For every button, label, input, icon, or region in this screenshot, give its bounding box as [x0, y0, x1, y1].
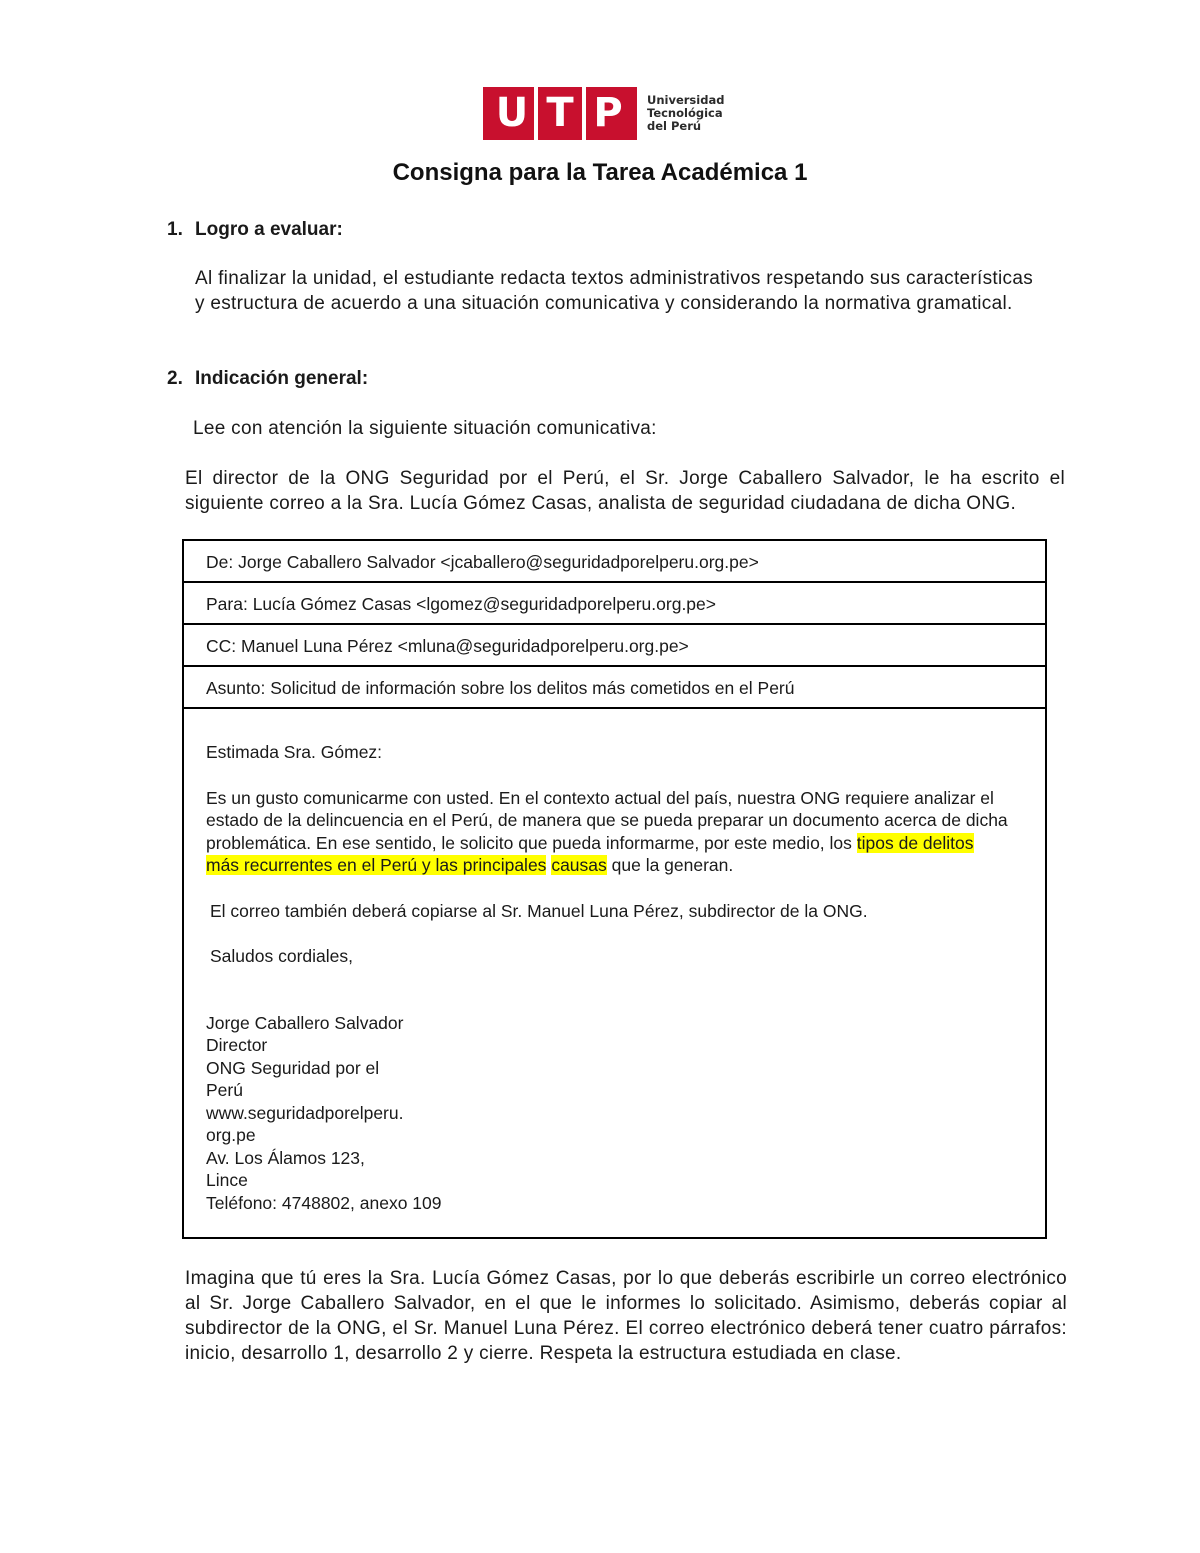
email-body	[206, 741, 1026, 1214]
logo-line-2: Tecnológica	[647, 106, 723, 120]
signature-line: Lince	[206, 1170, 248, 1190]
email-cc-note: El correo también deberá copiarse al Sr. Manuel Luna Pérez, subdirector de la ONG.	[210, 900, 868, 921]
logo-line-3: del Perú	[647, 119, 702, 133]
email-signature	[206, 1012, 1026, 1215]
logo-letter-t: T	[546, 90, 574, 136]
signature-line: Jorge Caballero Salvador	[206, 1012, 404, 1033]
section-2-intro: Lee con atención la siguiente situación comunicativa:	[193, 418, 657, 439]
section-2-number: 2.	[167, 368, 183, 389]
section-1-text: Al finalizar la unidad, el estudiante redacta textos administrativos respetando sus características y estructura de acuerdo a una situación comunicativa y considerando la normativa gramatical.	[195, 268, 1033, 314]
highlighted-text: causas	[551, 855, 607, 875]
signature-line: Director	[206, 1035, 268, 1055]
section-1-number: 1.	[167, 219, 183, 240]
page-title: Consigna para la Tarea Académica 1	[392, 159, 808, 186]
section-2-title: Indicación general:	[195, 368, 369, 389]
logo-letter-u: U	[495, 90, 529, 136]
section-2-heading	[167, 367, 368, 391]
email-closing: Saludos cordiales,	[210, 946, 353, 966]
utp-logo-mark	[483, 87, 637, 140]
section-1-heading	[167, 218, 343, 242]
email-paragraph-text: Es un gusto comunicarme con usted. En el contexto actual del país, nuestra ONG requiere analizar el estado de la delincuencia en el Perú, de manera que se pueda preparar un documento acerca de dicha problemática. En ese sentido, le solicito que pueda informarme, por este medio, los	[206, 787, 1008, 853]
email-from-row: De: Jorge Caballero Salvador <jcaballero@seguridadporelperu.org.pe>	[184, 541, 1045, 583]
logo-separator	[582, 87, 586, 140]
logo-wordmark	[647, 87, 724, 140]
email-subject-row: Asunto: Solicitud de información sobre los delitos más cometidos en el Perú	[184, 667, 1045, 709]
highlighted-text: tipos de delitos más recurrentes en el Perú y las principales	[206, 832, 974, 875]
email-box	[182, 539, 1047, 1239]
email-greeting: Estimada Sra. Gómez:	[206, 742, 383, 762]
email-to-row: Para: Lucía Gómez Casas <lgomez@seguridadporelperu.org.pe>	[184, 583, 1045, 625]
utp-logo	[483, 87, 724, 140]
signature-line: Teléfono: 4748802, anexo 109	[206, 1192, 442, 1213]
section-1-title: Logro a evaluar:	[195, 219, 343, 240]
email-paragraph-text-end: que la generan.	[606, 855, 734, 875]
signature-line: Perú	[206, 1080, 243, 1100]
instructions-text: Imagina que tú eres la Sra. Lucía Gómez Casas, por lo que deberás escribirle un correo electrónico al Sr. Jorge Caballero Salvador, en el que le informes lo solicitado. Asimismo, deberás copiar al subdirector de la ONG, el Sr. Manuel Luna Pérez. El correo electrónico deberá tener cuatro párrafos: inicio, desarrollo 1, desarrollo 2 y cierre. Respeta la estructura estudiada en clase.	[185, 1268, 1067, 1364]
signature-line: Av. Los Álamos 123,	[206, 1147, 365, 1168]
email-paragraph	[206, 787, 1011, 877]
signature-line: org.pe	[206, 1125, 256, 1145]
email-cc-row: CC: Manuel Luna Pérez <mluna@seguridadporelperu.org.pe>	[184, 625, 1045, 667]
logo-line-1: Universidad	[647, 93, 725, 107]
signature-line: www.seguridadporelperu.	[206, 1102, 404, 1123]
logo-letter-p: P	[593, 90, 623, 136]
signature-line: ONG Seguridad por el	[206, 1057, 380, 1078]
logo-separator	[534, 87, 538, 140]
section-2-context: El director de la ONG Seguridad por el Perú, el Sr. Jorge Caballero Salvador, le ha escrito el siguiente correo a la Sra. Lucía Gómez Casas, analista de seguridad ciudadana de dicha ONG.	[185, 468, 1065, 514]
